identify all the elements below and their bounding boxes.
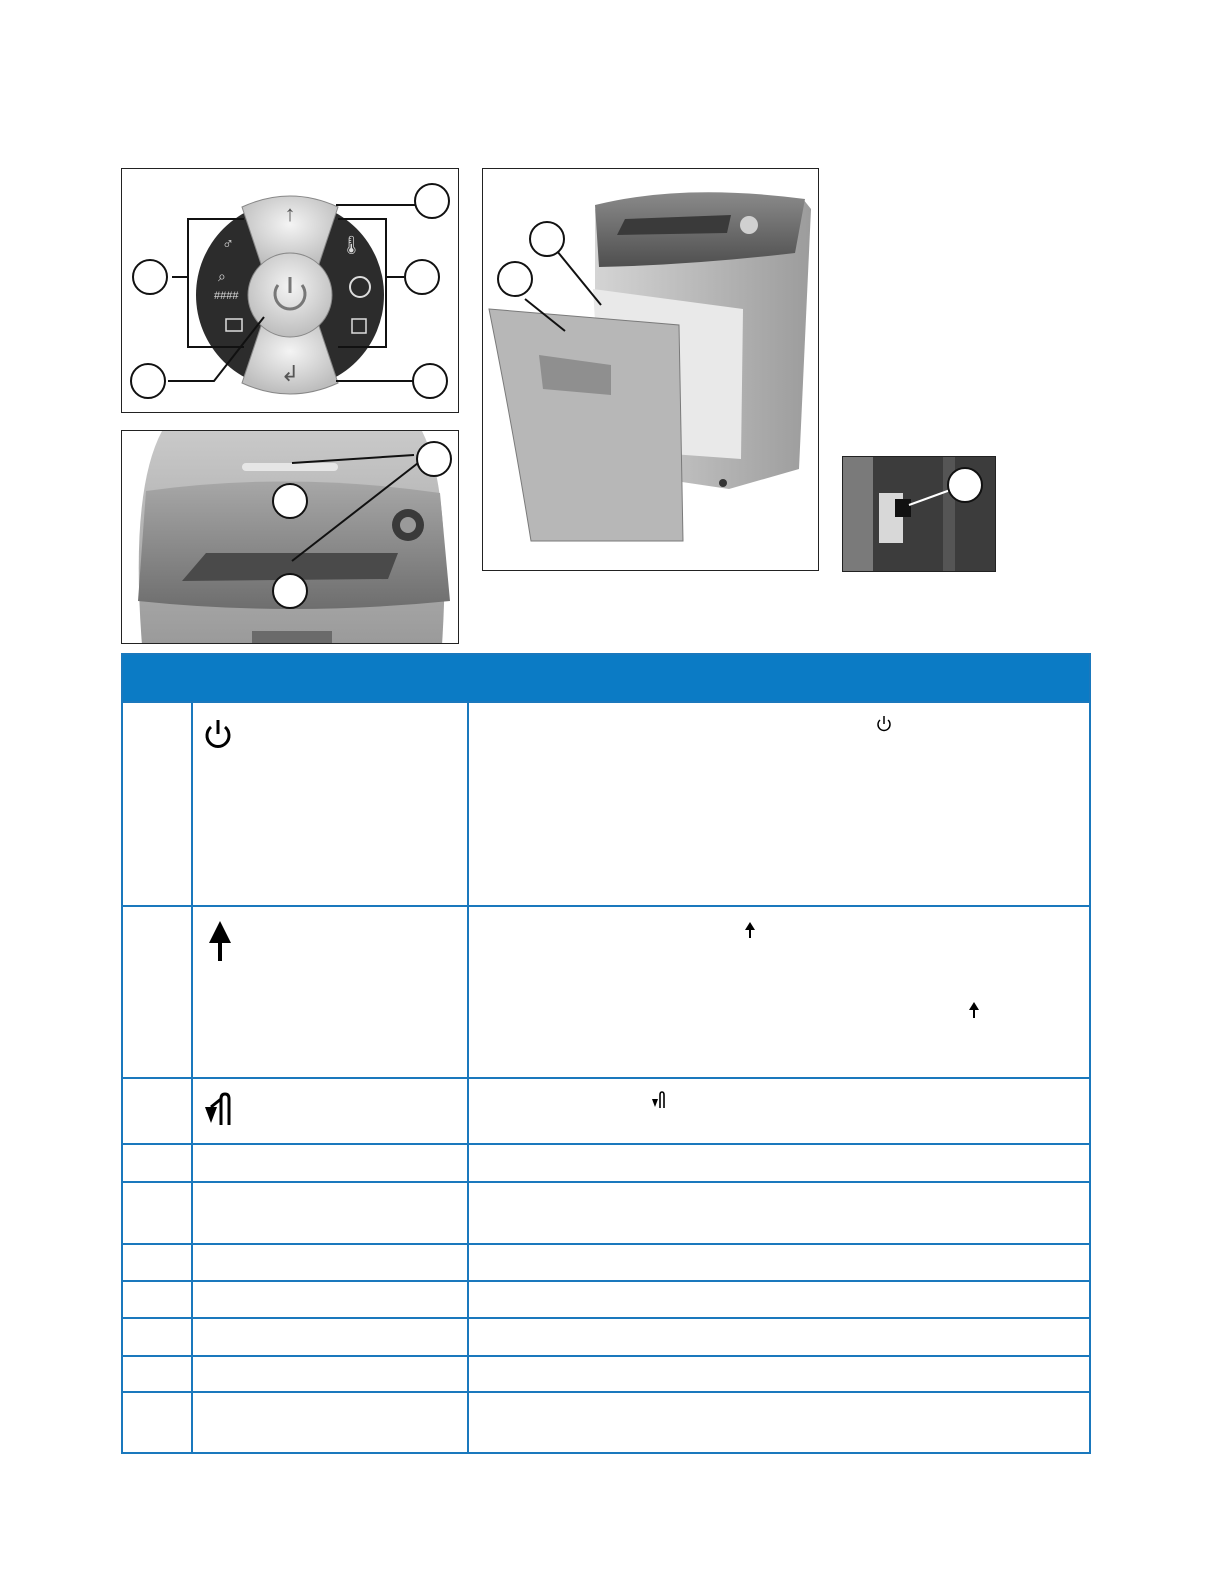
table-row — [123, 1077, 1089, 1143]
table-row — [123, 1355, 1089, 1391]
control-panel-figure — [121, 168, 459, 413]
arrow-up-icon — [744, 921, 756, 939]
small-feed-slot — [242, 463, 338, 471]
callout-right-indicators — [404, 259, 440, 295]
table-row — [123, 1317, 1089, 1355]
arrow-up-icon — [207, 919, 233, 963]
power-icon — [203, 717, 233, 751]
oil-icon: ⌕ — [218, 268, 226, 284]
feed-opening-illustration — [122, 431, 459, 644]
table-row — [123, 1181, 1089, 1243]
table-header — [123, 655, 1089, 701]
table-row — [123, 1243, 1089, 1280]
table-row — [123, 1391, 1089, 1452]
callout-left-indicators — [132, 259, 168, 295]
callout-bin — [529, 221, 565, 257]
callout-power — [130, 363, 166, 399]
feed-opening-figure — [121, 430, 459, 644]
door-switch-figure — [842, 456, 996, 572]
callout-small-slot — [272, 483, 308, 519]
features-table — [121, 653, 1091, 1454]
control-knob — [400, 517, 416, 533]
power-icon — [876, 715, 892, 733]
table-row — [123, 1280, 1089, 1317]
callout-reverse — [412, 363, 448, 399]
callout-feed-slots — [416, 441, 452, 477]
control-panel-illustration — [122, 169, 459, 413]
power-button — [248, 253, 332, 337]
callout-main-slot — [272, 573, 308, 609]
callout-switch — [947, 467, 983, 503]
cabinet-figure — [482, 168, 819, 571]
thermometer-icon: 🌡 — [340, 235, 363, 255]
reverse-arrow-icon — [203, 1091, 231, 1127]
arrow-up-icon — [968, 1001, 980, 1019]
reverse-arrow-icon: ↲ — [280, 361, 300, 386]
table-row — [123, 905, 1089, 1077]
arrow-up-icon: ↑ — [284, 201, 296, 226]
bin-full-icon: ♂ — [222, 236, 234, 253]
reverse-arrow-icon — [651, 1091, 665, 1109]
table-row — [123, 1143, 1089, 1181]
table-row — [123, 701, 1089, 905]
callout-forward — [414, 183, 450, 219]
cutter-icon: #### — [214, 290, 239, 302]
callout-door — [497, 261, 533, 297]
